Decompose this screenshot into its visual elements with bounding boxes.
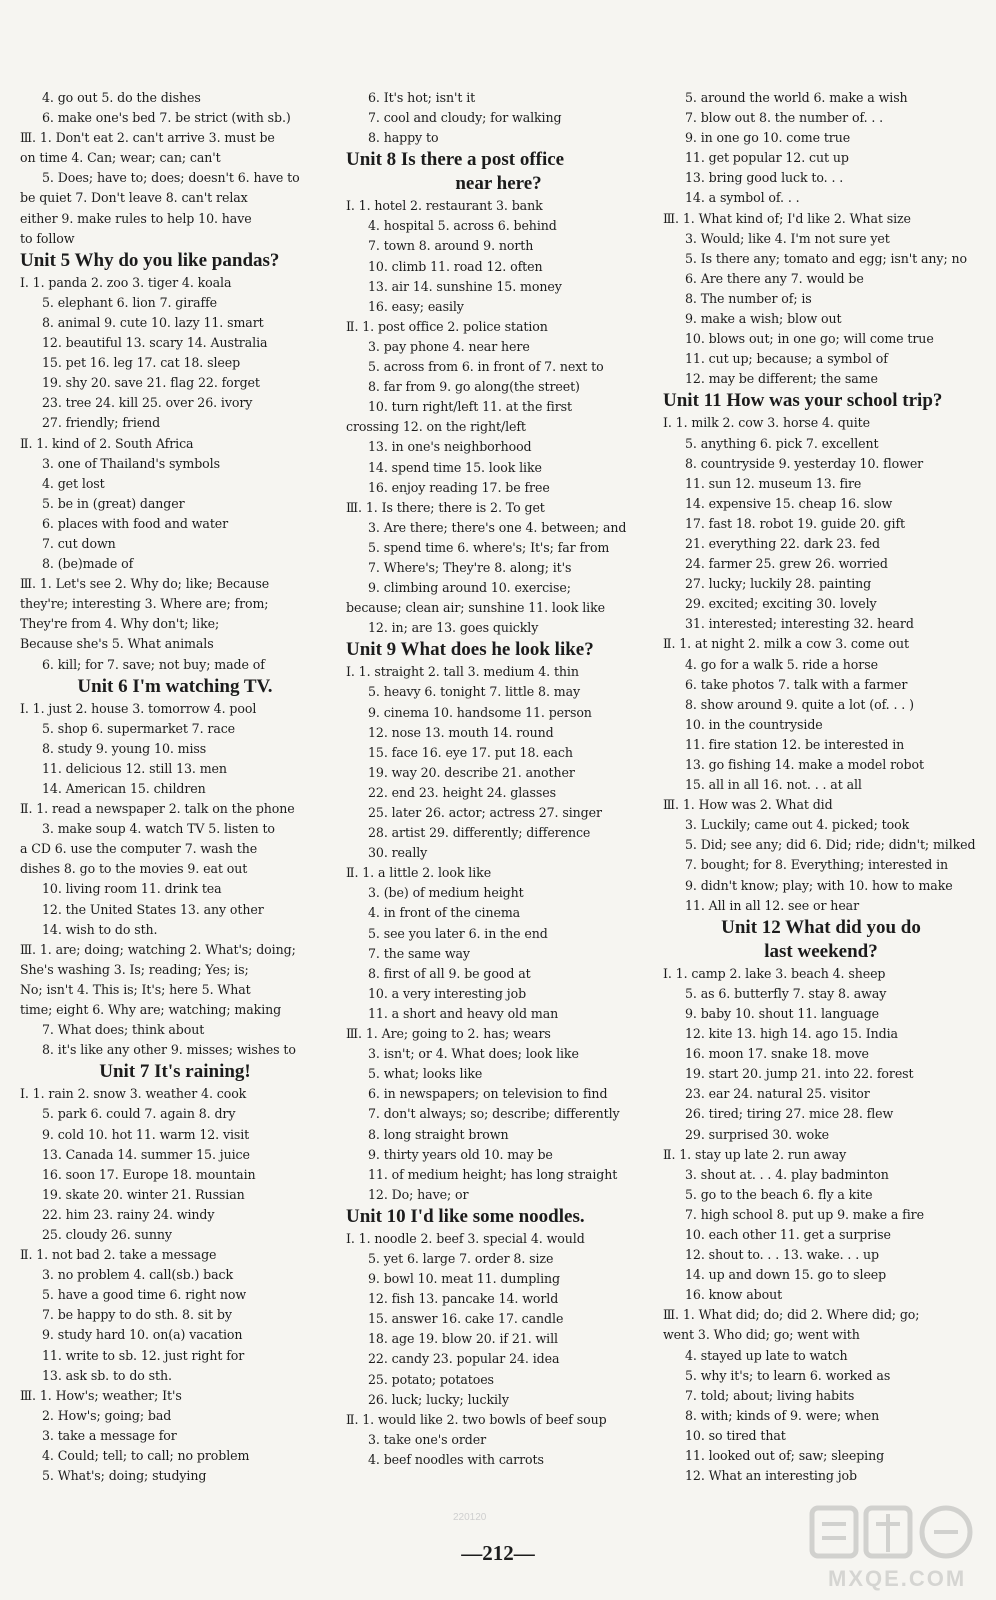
answer-line: 13. go fishing 14. make a model robot [685, 757, 924, 772]
answer-line: 22. him 23. rainy 24. windy [42, 1206, 215, 1222]
answer-line: 6. places with food and water [42, 515, 229, 531]
section-answer-line: Ⅲ. 1. What did; do; did 2. Where did; go; [663, 1307, 920, 1323]
faint-print-code: 220120 [453, 1512, 487, 1523]
answer-line: 8. show around 9. quite a lot (of. . . ) [685, 696, 914, 712]
section-answer-line: Ⅲ. 1. Don't eat 2. can't arrive 3. must be [20, 130, 275, 146]
answer-line: 5. as 6. butterfly 7. stay 8. away [685, 985, 887, 1001]
answer-line: 8. with; kinds of 9. were; when [685, 1407, 880, 1423]
section-answer-line: Ⅱ. 1. at night 2. milk a cow 3. come out [663, 636, 909, 652]
answer-line: 10. a very interesting job [368, 985, 527, 1001]
answer-line: 7. cut down [42, 535, 116, 551]
answer-line: 14. spend time 15. look like [368, 459, 542, 475]
answer-line: 14. wish to do sth. [42, 921, 158, 937]
answer-line: 5. what; looks like [368, 1066, 483, 1082]
section-answer-line: Ⅲ. 1. How was 2. What did [663, 797, 833, 813]
answer-line: 5. Did; see any; did 6. Did; ride; didn't; milked [685, 837, 976, 853]
answer-line: 7. don't always; so; describe; differently [368, 1106, 620, 1122]
answer-line: 5. yet 6. large 7. order 8. size [368, 1250, 554, 1266]
answer-line: 10. living room 11. drink tea [42, 881, 222, 897]
answer-line: She's washing 3. Is; reading; Yes; is; [20, 961, 249, 977]
section-answer-line: Ⅱ. 1. not bad 2. take a message [20, 1247, 217, 1263]
answer-line: 3. Are there; there's one 4. between; and [368, 519, 627, 535]
answer-line: 9. baby 10. shout 11. language [685, 1005, 880, 1021]
answer-line: 6. make one's bed 7. be strict (with sb.) [42, 110, 291, 126]
answer-line: 3. (be) of medium height [368, 885, 524, 901]
answer-line: 11. fire station 12. be interested in [685, 736, 905, 752]
section-answer-line: Ⅱ. 1. would like 2. two bowls of beef soup [346, 1411, 607, 1427]
answer-line: 31. interested; interesting 32. heard [685, 616, 914, 632]
answer-line: 12. the United States 13. any other [42, 901, 264, 917]
answer-line: No; isn't 4. This is; It's; here 5. What [20, 981, 251, 997]
answer-line: 26. tired; tiring 27. mice 28. flew [685, 1106, 894, 1122]
answer-line: 12. shout to. . . 13. wake. . . up [685, 1247, 879, 1263]
answer-line: 10. climb 11. road 12. often [368, 258, 543, 274]
answer-line: 6. kill; for 7. save; not buy; made of [42, 656, 265, 672]
answer-line: dishes 8. go to the movies 9. eat out [20, 861, 248, 877]
answer-line: 5. be in (great) danger [42, 495, 185, 511]
answer-line: 14. American 15. children [42, 781, 206, 796]
answer-line: 22. end 23. height 24. glasses [368, 784, 556, 800]
answer-line: 11. delicious 12. still 13. men [42, 760, 227, 776]
answer-line: 5. anything 6. pick 7. excellent [685, 435, 879, 451]
answer-line: 5. why it's; to learn 6. worked as [685, 1367, 891, 1383]
answer-line: a CD 6. use the computer 7. wash the [20, 841, 258, 857]
answer-line: 3. make soup 4. watch TV 5. listen to [42, 821, 275, 837]
section-answer-line: Ⅱ. 1. post office 2. police station [346, 318, 548, 334]
answer-line: 13. ask sb. to do sth. [42, 1367, 172, 1383]
answer-line: 9. study hard 10. on(a) vacation [42, 1327, 243, 1343]
answer-line: 7. What does; think about [42, 1022, 205, 1038]
watermark-text: MXQE.COM [828, 1566, 967, 1591]
answer-line: 3. shout at. . . 4. play badminton [685, 1166, 889, 1182]
answer-line: 30. really [368, 845, 428, 861]
answer-line: 8. animal 9. cute 10. lazy 11. smart [42, 314, 264, 330]
answer-line: 24. farmer 25. grew 26. worried [685, 556, 888, 572]
answer-line: 9. cold 10. hot 11. warm 12. visit [42, 1126, 250, 1142]
answer-line: 9. thirty years old 10. may be [368, 1146, 553, 1162]
answer-column-left [20, 88, 330, 1486]
unit-heading: Unit 7 It's raining! [99, 1061, 251, 1083]
answer-line: 6. in newspapers; on television to find [368, 1086, 608, 1102]
answer-line: 11. All in all 12. see or hear [685, 897, 859, 913]
answer-line: 13. air 14. sunshine 15. money [368, 278, 562, 294]
section-answer-line: Ⅰ. 1. hotel 2. restaurant 3. bank [346, 198, 543, 214]
answer-line: 12. beautiful 13. scary 14. Australia [42, 335, 268, 351]
answer-line: 12. Do; have; or [368, 1186, 469, 1202]
answer-line: 15. answer 16. cake 17. candle [368, 1311, 564, 1327]
answer-line: 5. around the world 6. make a wish [685, 90, 908, 105]
answer-line: 21. everything 22. dark 23. fed [685, 535, 880, 551]
answer-column-middle [346, 88, 651, 1470]
answer-line: 9. cinema 10. handsome 11. person [368, 704, 592, 720]
answer-line: 8. long straight brown [368, 1126, 509, 1142]
answer-line: 3. Would; like 4. I'm not sure yet [685, 230, 890, 246]
unit-heading: Unit 6 I'm watching TV. [77, 675, 273, 697]
answer-line: 23. tree 24. kill 25. over 26. ivory [42, 395, 253, 411]
answer-line: 27. lucky; luckily 28. painting [685, 576, 872, 592]
answer-line: 15. face 16. eye 17. put 18. each [368, 744, 573, 760]
answer-line: 8. study 9. young 10. miss [42, 740, 207, 756]
answer-line: 29. surprised 30. woke [685, 1126, 829, 1142]
answer-line: 9. climbing around 10. exercise; [368, 580, 571, 596]
page-number: —212— [461, 1541, 535, 1565]
section-answer-line: Ⅱ. 1. read a newspaper 2. talk on the phone [20, 801, 295, 817]
answer-line: 19. skate 20. winter 21. Russian [42, 1186, 245, 1202]
answer-line: 11. sun 12. museum 13. fire [685, 475, 862, 491]
answer-line: 23. ear 24. natural 25. visitor [685, 1086, 870, 1102]
answer-line: 4. get lost [42, 475, 105, 491]
answer-line: They're from 4. Why don't; like; [20, 616, 220, 632]
section-answer-line: Ⅲ. 1. Is there; there is 2. To get [346, 499, 545, 515]
answer-line: 16. soon 17. Europe 18. mountain [42, 1166, 256, 1182]
answer-line: 28. artist 29. differently; difference [368, 825, 591, 841]
unit-heading: Unit 10 I'd like some noodles. [346, 1205, 585, 1227]
answer-line: 22. candy 23. popular 24. idea [368, 1351, 560, 1367]
watermark-logo [806, 1500, 982, 1596]
answer-line: 6. take photos 7. talk with a farmer [685, 676, 908, 692]
answer-line: 3. no problem 4. call(sb.) back [42, 1267, 234, 1283]
section-answer-line: Ⅰ. 1. noodle 2. beef 3. special 4. would [346, 1230, 585, 1246]
answer-line: 15. all in all 16. not. . . at all [685, 777, 862, 793]
answer-line: 9. bowl 10. meat 11. dumpling [368, 1271, 561, 1287]
answer-line: 11. looked out of; saw; sleeping [685, 1448, 885, 1463]
answer-line: 29. excited; exciting 30. lovely [685, 596, 877, 612]
answer-line: 6. Are there any 7. would be [685, 270, 864, 286]
answer-line: 18. age 19. blow 20. if 21. will [368, 1331, 558, 1347]
answer-line: 3. pay phone 4. near here [368, 338, 530, 354]
answer-line: 4. go out 5. do the dishes [42, 90, 201, 105]
answer-line: 19. shy 20. save 21. flag 22. forget [42, 375, 260, 391]
answer-line: 13. bring good luck to. . . [685, 170, 844, 186]
unit-heading: Unit 9 What does he look like? [346, 639, 594, 661]
answer-line: 8. happy to [368, 130, 439, 146]
answer-line: 7. told; about; living habits [685, 1387, 855, 1403]
section-answer-line: Ⅰ. 1. just 2. house 3. tomorrow 4. pool [20, 700, 257, 716]
answer-line: 8. countryside 9. yesterday 10. flower [685, 455, 924, 471]
answer-line: be quiet 7. Don't leave 8. can't relax [20, 190, 248, 206]
answer-column-right [663, 88, 979, 1486]
answer-line: 5. shop 6. supermarket 7. race [42, 720, 236, 736]
answer-line: 12. nose 13. mouth 14. round [368, 724, 554, 740]
answer-line: 3. Luckily; came out 4. picked; took [685, 817, 910, 833]
unit-heading: last weekend? [764, 940, 878, 962]
answer-line: 3. one of Thailand's symbols [42, 455, 220, 471]
answer-line: 19. way 20. describe 21. another [368, 764, 575, 780]
answer-line: 7. cool and cloudy; for walking [368, 110, 562, 126]
section-answer-line: Ⅲ. 1. Are; going to 2. has; wears [346, 1026, 551, 1042]
answer-line: 5. park 6. could 7. again 8. dry [42, 1106, 236, 1122]
answer-line: 7. town 8. around 9. north [368, 238, 534, 254]
answer-line: 4. beef noodles with carrots [368, 1451, 544, 1467]
answer-line: 26. luck; lucky; luckily [368, 1391, 509, 1407]
unit-heading: Unit 11 How was your school trip? [663, 390, 943, 412]
answer-line: 5. What's; doing; studying [42, 1468, 207, 1484]
answer-line: 11. of medium height; has long straight [368, 1166, 618, 1182]
section-answer-line: Ⅱ. 1. kind of 2. South Africa [20, 435, 194, 451]
answer-line: 5. elephant 6. lion 7. giraffe [42, 294, 217, 310]
answer-line: 7. bought; for 8. Everything; interested in [685, 857, 949, 873]
answer-line: 5. spend time 6. where's; It's; far from [368, 539, 610, 555]
answer-line: 5. have a good time 6. right now [42, 1287, 247, 1303]
answer-line: 5. see you later 6. in the end [368, 925, 548, 941]
answer-line: 2. How's; going; bad [42, 1407, 172, 1423]
answer-line: 12. fish 13. pancake 14. world [368, 1291, 559, 1307]
section-answer-line: Ⅰ. 1. panda 2. zoo 3. tiger 4. koala [20, 274, 232, 290]
answer-line: 11. a short and heavy old man [368, 1005, 559, 1021]
answer-line: 11. write to sb. 12. just right for [42, 1347, 245, 1363]
answer-line: 10. in the countryside [685, 716, 823, 732]
section-answer-line: Ⅲ. 1. are; doing; watching 2. What's; doing; [20, 941, 296, 957]
unit-heading: Unit 12 What did you do [721, 916, 921, 938]
answer-line: 16. moon 17. snake 18. move [685, 1046, 869, 1062]
unit-heading: near here? [455, 173, 542, 195]
answer-line: 8. (be)made of [42, 556, 134, 572]
answer-line: 10. each other 11. get a surprise [685, 1226, 891, 1242]
answer-line: Because she's 5. What animals [20, 636, 214, 652]
answer-line: 27. friendly; friend [42, 415, 161, 431]
answer-line: 5. Is there any; tomato and egg; isn't any; no [685, 250, 967, 266]
answer-line: 4. in front of the cinema [368, 905, 521, 921]
answer-line: 6. It's hot; isn't it [368, 90, 476, 105]
answer-line: 4. stayed up late to watch [685, 1347, 848, 1363]
answer-line: to follow [20, 230, 75, 246]
answer-line: 9. didn't know; play; with 10. how to make [685, 877, 953, 893]
answer-line: 9. make a wish; blow out [685, 311, 842, 327]
answer-line: 25. potato; potatoes [368, 1371, 494, 1387]
answer-line: 13. Canada 14. summer 15. juice [42, 1146, 250, 1162]
answer-line: 14. a symbol of. . . [685, 190, 800, 206]
answer-line: 19. start 20. jump 21. into 22. forest [685, 1066, 914, 1082]
answer-line: 8. it's like any other 9. misses; wishes to [42, 1042, 296, 1058]
answer-line: 10. so tired that [685, 1427, 786, 1443]
answer-line: 12. What an interesting job [685, 1468, 857, 1484]
answer-line: 13. in one's neighborhood [368, 439, 532, 455]
answer-line: 10. blows out; in one go; will come true [685, 331, 934, 347]
section-answer-line: Ⅱ. 1. stay up late 2. run away [663, 1146, 847, 1162]
section-answer-line: Ⅰ. 1. straight 2. tall 3. medium 4. thin [346, 664, 579, 680]
answer-line: 5. across from 6. in front of 7. next to [368, 359, 604, 375]
answer-line: 16. know about [685, 1287, 783, 1303]
section-answer-line: Ⅰ. 1. milk 2. cow 3. horse 4. quite [663, 415, 870, 431]
answer-line: 12. in; are 13. goes quickly [368, 620, 539, 636]
answer-line: 12. may be different; the same [685, 371, 878, 387]
answer-line: 3. take a message for [42, 1427, 177, 1443]
section-answer-line: Ⅱ. 1. a little 2. look like [346, 865, 492, 881]
answer-line: 7. blow out 8. the number of. . . [685, 110, 884, 126]
answer-line: 7. be happy to do sth. 8. sit by [42, 1307, 232, 1323]
answer-line: 4. Could; tell; to call; no problem [42, 1448, 250, 1463]
answer-line: 7. high school 8. put up 9. make a fire [685, 1206, 924, 1222]
answer-line: 10. turn right/left 11. at the first [368, 399, 572, 415]
answer-line: crossing 12. on the right/left [346, 419, 526, 435]
answer-line: 9. in one go 10. come true [685, 130, 851, 146]
answer-line: 7. Where's; They're 8. along; it's [368, 559, 572, 575]
answer-line: 14. expensive 15. cheap 16. slow [685, 495, 893, 511]
answer-line: 25. cloudy 26. sunny [42, 1226, 172, 1242]
answer-line: 12. kite 13. high 14. ago 15. India [685, 1026, 898, 1042]
answer-line: 25. later 26. actor; actress 27. singer [368, 805, 602, 820]
unit-heading: Unit 5 Why do you like pandas? [20, 249, 280, 271]
section-answer-line: Ⅲ. 1. Let's see 2. Why do; like; Because [20, 576, 270, 592]
answer-line: 8. The number of; is [685, 290, 812, 306]
unit-heading: Unit 8 Is there a post office [346, 149, 565, 171]
section-answer-line: Ⅲ. 1. How's; weather; It's [20, 1387, 182, 1403]
answer-line: 11. get popular 12. cut up [685, 150, 849, 166]
answer-line: 4. hospital 5. across 6. behind [368, 218, 557, 234]
answer-line: they're; interesting 3. Where are; from; [20, 596, 269, 612]
answer-line: 4. go for a walk 5. ride a horse [685, 656, 878, 672]
answer-line: 5. Does; have to; does; doesn't 6. have to [42, 170, 300, 186]
answer-line: 14. up and down 15. go to sleep [685, 1267, 887, 1283]
answer-line: 16. easy; easily [368, 298, 464, 314]
answer-line: 3. isn't; or 4. What does; look like [368, 1046, 579, 1062]
answer-line: because; clean air; sunshine 11. look like [346, 600, 605, 616]
answer-line: 7. the same way [368, 945, 470, 961]
answer-line: 17. fast 18. robot 19. guide 20. gift [685, 515, 905, 531]
answer-line: 15. pet 16. leg 17. cat 18. sleep [42, 355, 241, 371]
answer-line: 11. cut up; because; a symbol of [685, 351, 888, 367]
section-answer-line: Ⅰ. 1. camp 2. lake 3. beach 4. sheep [663, 965, 886, 981]
answer-line: went 3. Who did; go; went with [663, 1327, 860, 1343]
section-answer-line: Ⅰ. 1. rain 2. snow 3. weather 4. cook [20, 1086, 247, 1102]
answer-line: 3. take one's order [368, 1431, 486, 1447]
answer-line: 5. heavy 6. tonight 7. little 8. may [368, 684, 581, 700]
answer-line: 8. first of all 9. be good at [368, 965, 531, 981]
answer-line: 8. far from 9. go along(the street) [368, 379, 580, 395]
answer-line: either 9. make rules to help 10. have [20, 210, 252, 226]
answer-line: on time 4. Can; wear; can; can't [20, 150, 221, 166]
watermark-glyph-icon [806, 1500, 982, 1570]
section-answer-line: Ⅲ. 1. What kind of; I'd like 2. What size [663, 210, 911, 226]
answer-line: time; eight 6. Why are; watching; making [20, 1002, 282, 1018]
answer-line: 16. enjoy reading 17. be free [368, 479, 550, 495]
answer-line: 5. go to the beach 6. fly a kite [685, 1186, 873, 1202]
